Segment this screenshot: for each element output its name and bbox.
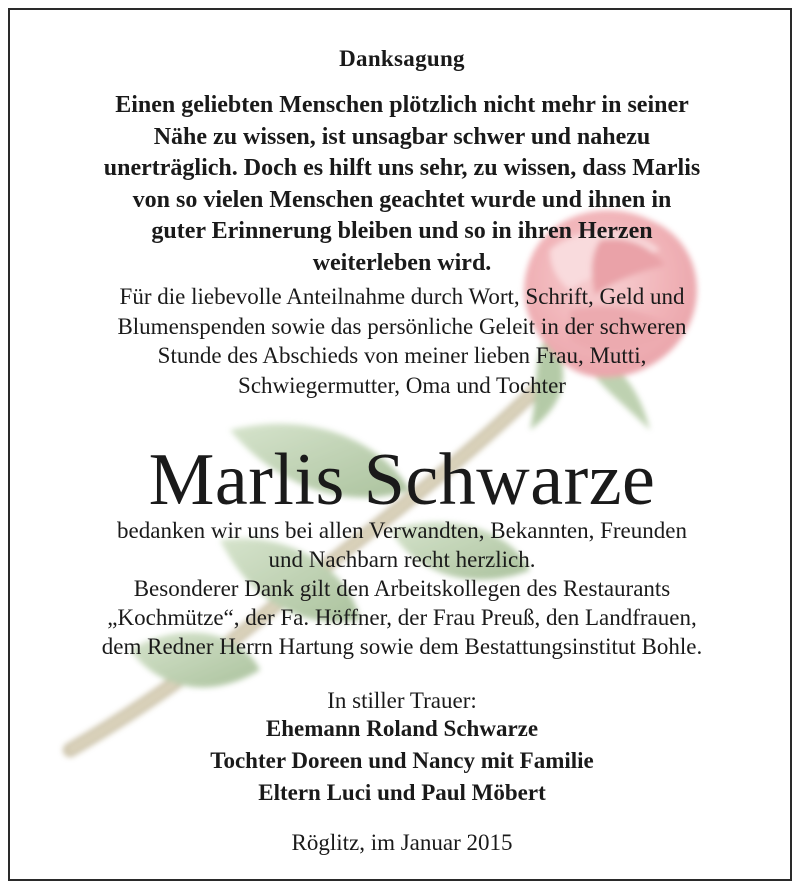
thanks-line: Für die liebevolle Anteilnahme durch Wort, Schrift, Geld und: [119, 284, 685, 309]
closing-line: und Nachbarn recht herzlich.: [268, 547, 536, 572]
mourner-name: Eltern Luci und Paul Möbert: [258, 780, 546, 805]
deceased-name: Marlis Schwarze: [148, 439, 656, 521]
mourning-label: In stiller Trauer:: [327, 688, 477, 713]
mourners-list: [10, 713, 792, 809]
thanks-line: Blumenspenden sowie das persönliche Geleit in der schweren: [117, 313, 687, 339]
intro-paragraph: [30, 90, 774, 279]
intro-line: weiterleben wird.: [312, 249, 492, 276]
obituary-card: [8, 8, 792, 881]
thanks-line: Schwiegermutter, Oma und Tochter: [238, 372, 566, 398]
thanks-line: Stunde des Abschieds von meiner lieben Frau, Mutti,: [157, 343, 647, 368]
intro-line: Nähe zu wissen, ist unsagbar schwer und nahezu: [153, 123, 651, 150]
thanks-paragraph: [10, 282, 792, 400]
closing-paragraph: [10, 516, 792, 661]
intro-line: Einen geliebten Menschen plötzlich nicht mehr in seiner: [115, 92, 689, 118]
mourner-name: Ehemann Roland Schwarze: [265, 716, 539, 741]
intro-line: guter Erinnerung bleiben und so in ihren Herzen: [151, 218, 653, 244]
mourner-name: Tochter Doreen und Nancy mit Familie: [210, 748, 594, 773]
heading: Danksagung: [339, 46, 465, 71]
intro-line: von so vielen Menschen geachtet wurde und ihnen in: [132, 186, 672, 213]
closing-line: dem Redner Herrn Hartung sowie dem Bestattungsinstitut Bohle.: [101, 634, 703, 659]
intro-line: unerträglich. Doch es hilft uns sehr, zu wissen, dass Marlis: [103, 155, 701, 181]
closing-line: Besonderer Dank gilt den Arbeitskollegen des Restaurants: [133, 576, 671, 601]
place-date: Röglitz, im Januar 2015: [291, 830, 513, 855]
closing-line: bedanken wir uns bei allen Verwandten, Bekannten, Freunden: [117, 518, 687, 543]
closing-line: „Kochmütze“, der Fa. Höffner, der Frau Preuß, den Landfrauen,: [107, 605, 697, 630]
